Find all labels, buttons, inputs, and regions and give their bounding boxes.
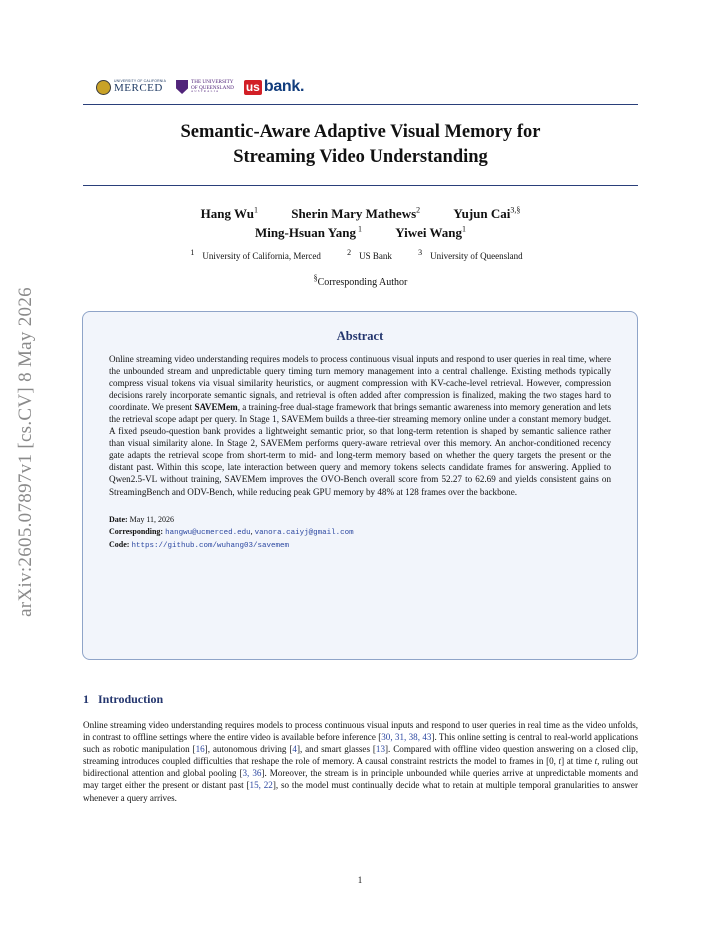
arxiv-identifier	[10, 260, 42, 644]
uc-merced-text: MERCED	[114, 82, 163, 95]
uq-line3: AUSTRALIA	[191, 89, 220, 93]
code-link[interactable]: https://github.com/wuhang03/savemem	[131, 541, 289, 550]
paper-title	[83, 120, 638, 170]
method-name: SAVEMem	[194, 402, 238, 413]
author: Ming-Hsuan Yang $^1$	[254, 224, 362, 240]
affiliation: $^2$ US Bank	[347, 248, 392, 261]
section-heading: 1 Introduction	[83, 692, 164, 706]
author: Yiwei Wang$^1$	[395, 224, 467, 240]
title-line-2: Streaming Video Understanding	[233, 147, 488, 167]
uq-line2: OF QUEENSLAND	[191, 84, 234, 91]
introduction-paragraph: Online streaming video understanding requires models to process continuous visual inputs and respond to user queries in real time as the video unfolds, in contrast to offline settings where the entire video is available before inference [30, 31, 38, 43]. This online setting is central to real-world applications such as robotic manipulation [16], autonomous driving [4], and smart glasses [13]. Compared with offline video question answering on a closed clip, streaming introduces coupled difficulties that reshape the role of memory. A causal constraint restricts the model to frames in [0, t] at time t, ruling out bidirectional attention and global pooling [3, 36]. Moreover, the stream is in principle unbounded while queries arrive at unpredictable moments and may target either the present or distant past [15, 22], so the model must continually decide what to retain at multiple temporal granularities to answer whenever a query arrives.	[83, 720, 639, 803]
uc-merced-logo	[96, 80, 166, 95]
citation-link[interactable]: 13	[375, 744, 386, 755]
top-rule	[83, 104, 638, 105]
us-bank-logo	[244, 78, 304, 96]
email-link-2[interactable]: vanora.caiyj@gmail.com	[254, 528, 354, 537]
uq-line1: THE UNIVERSITY	[191, 79, 234, 86]
citation-link[interactable]: 4	[292, 744, 297, 755]
page-number: 1	[357, 875, 363, 885]
code-line: Code: https://github.com/wuhang03/savemem	[109, 539, 289, 550]
abstract-text: Online streaming video understanding requires models to process continuous visual inputs and respond to user queries in real time, where the unbounded stream and unpredictable query timing turn memory management into a central challenge. Existing methods typically compress visual tokens via visual similarity heuristics, or augment compression with KV-cache-level retrieval. However, compression decisions rarely incorporate semantic signals, and retrieval is often added after compression is finalized, making the two stages hard to coordinate. We present SAVEMem, a training-free dual-stage framework that brings semantic awareness into memory generation and lets the retrieval scope adapt per query. In Stage 1, SAVEMem builds a three-tier streaming memory online under a constant memory budget. A fixed pseudo-question bank provides a lightweight semantic prior, so that long-term retention is shaped by semantic salience rather than visual similarity alone. In Stage 2, SAVEMem performs query-aware retrieval over this memory. An anchor-conditioned recency gate adapts the retrieval scope from short-term to mid- and long-term memory based on whether the query targets the present or the distant past. Within this scope, late interaction between query and memory tokens selects candidate frames for answering. Applied to Qwen2.5-VL without training, SAVEMem improves the OVO-Bench overall score from 52.27 to 62.69 and yields consistent gains on StreamingBench and ODV-Bench, while reducing peak GPU memory by 48% at 128 frames over the backbone.	[109, 354, 611, 497]
us-bank-shield-icon: us	[245, 79, 260, 94]
uq-logo	[176, 80, 234, 94]
corresponding-line: Corresponding: hangwu@ucmerced.edu, vanora.caiyj@gmail.com	[109, 526, 354, 537]
email-link-1[interactable]: hangwu@ucmerced.edu	[165, 528, 251, 537]
citation-link[interactable]: 30, 31, 38, 43	[381, 732, 432, 743]
author: Yujun Cai$^{3,\S}$	[453, 205, 521, 221]
author-line-2	[83, 225, 638, 241]
citation-link[interactable]: 15, 22	[249, 780, 273, 791]
uq-crest-icon	[176, 80, 188, 94]
abstract-box	[82, 311, 638, 660]
citation-link[interactable]: 16	[195, 744, 205, 755]
institution-logos	[96, 76, 304, 98]
title-line-1: Semantic-Aware Adaptive Visual Memory for	[180, 122, 541, 142]
affiliation: $^3$ University of Queensland	[418, 248, 523, 261]
author: Hang Wu$^1$	[200, 205, 258, 221]
uc-merced-small-text: UNIVERSITY OF CALIFORNIA	[114, 78, 167, 83]
title-bottom-rule	[83, 185, 638, 186]
arxiv-identifier-text: arXiv:2605.07897v1 [cs.CV] 8 May 2026	[15, 287, 36, 617]
affiliation: $^1$ University of California, Merced	[190, 248, 321, 261]
corresponding-author-note: §Corresponding Author	[313, 273, 408, 288]
us-bank-wordmark: bank.	[263, 78, 305, 95]
citation-link[interactable]: 3, 36	[242, 768, 262, 779]
paper-metadata	[109, 514, 611, 552]
abstract-heading: Abstract	[336, 329, 384, 343]
uc-seal-icon	[96, 80, 111, 95]
author: Sherin Mary Mathews$^2$	[291, 205, 421, 221]
date-line: Date: May 11, 2026	[109, 514, 175, 524]
affiliations	[83, 248, 638, 261]
author-line-1	[83, 206, 638, 222]
